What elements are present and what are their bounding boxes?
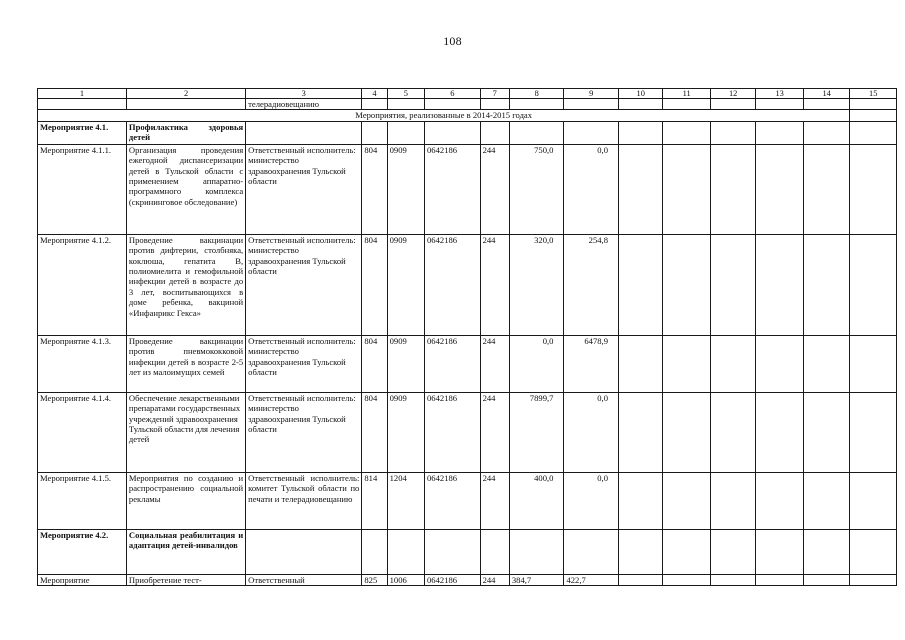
table-cell [803,144,849,234]
section-code-cell: 0909 [387,144,424,234]
column-header: 13 [756,89,803,99]
table-row [38,144,897,234]
measure-code-cell: Мероприятие [38,574,127,585]
table-cell [710,121,755,144]
table-cell [480,529,509,574]
column-header: 14 [803,89,849,99]
table-cell [850,234,897,335]
table-cell [619,529,663,574]
table-cell [480,121,509,144]
executor-cell: Ответственный исполнитель: министерство здравоохранения Тульской области [246,144,362,234]
measure-name-cell: Обеспечение лекарственными препаратами государственных учреждений здравоохранения Тульской области для лечения детей [126,392,245,472]
table-cell [710,472,755,529]
section-code-cell: 1006 [387,574,424,585]
measure-code-cell: Мероприятие 4.1.4. [38,392,127,472]
table-cell [803,121,849,144]
table-cell [756,529,803,574]
table-cell [710,234,755,335]
amount-2015-cell: 0,0 [564,144,619,234]
table-row [38,472,897,529]
table-cell [619,234,663,335]
table-cell [663,99,710,110]
gov-code-cell: 804 [362,234,387,335]
table-cell [362,121,387,144]
table-cell [850,574,897,585]
table-cell [663,144,710,234]
table-row [38,234,897,335]
table-cell [619,335,663,392]
table-cell [756,392,803,472]
section-code-cell: 0909 [387,234,424,335]
expense-type-cell: 244 [480,335,509,392]
table-cell [362,529,387,574]
table-cell [387,529,424,574]
table-cell [710,392,755,472]
table-cell [710,144,755,234]
measure-code-cell: Мероприятие 4.2. [38,529,127,574]
measure-name-cell: Социальная реабилитация и адаптация детей-инвалидов [126,529,245,574]
amount-2015-cell: 0,0 [564,472,619,529]
table-cell [850,529,897,574]
amount-2014-cell: 750,0 [509,144,564,234]
measure-code-cell: Мероприятие 4.1.5. [38,472,127,529]
target-article-cell: 0642186 [425,144,481,234]
table-cell [803,392,849,472]
column-header: 10 [619,89,663,99]
table-cell [362,99,387,110]
table-cell [663,472,710,529]
amount-2014-cell: 7899,7 [509,392,564,472]
gov-code-cell: 804 [362,392,387,472]
table-cell [619,144,663,234]
section-code-cell: 0909 [387,335,424,392]
column-header: 15 [850,89,897,99]
gov-code-cell: 825 [362,574,387,585]
amount-2015-cell: 254,8 [564,234,619,335]
table-cell [756,99,803,110]
table-cell [850,472,897,529]
amount-2015-cell: 0,0 [564,392,619,472]
amount-2014-cell: 320,0 [509,234,564,335]
column-header: 6 [425,89,481,99]
table-row [38,574,897,585]
executor-cell [246,529,362,574]
section-title-row [38,110,897,121]
gov-code-cell: 804 [362,335,387,392]
executor-cell [246,121,362,144]
table-cell [480,99,509,110]
table-cell [663,121,710,144]
table-cell [850,121,897,144]
measure-name-cell: Профилактика здоровья детей [126,121,245,144]
measure-name-cell: Организация проведения ежегодной диспансеризации детей в Тульской области с применением аппаратно-программного комплекса (скрининговое обследование) [126,144,245,234]
table-row [38,121,897,144]
executor-cell: Ответственный [246,574,362,585]
column-header: 12 [710,89,755,99]
table-cell [509,529,564,574]
executor-cell: Ответственный исполнитель: комитет Тульской области по печати и телерадиовещанию [246,472,362,529]
table-cell [850,99,897,110]
executor-cell: Ответственный исполнитель: министерство здравоохранения Тульской области [246,392,362,472]
measure-name-cell: Проведение вакцинации против пневмококковой инфекции детей в возрасте 2-5 лет из малоимущих семей [126,335,245,392]
column-number-header-row [38,89,897,99]
table-cell [803,529,849,574]
table-cell [619,392,663,472]
table-cell [387,121,424,144]
column-header: 4 [362,89,387,99]
table-cell [663,234,710,335]
table-cell [850,392,897,472]
amount-2014-cell: 0,0 [509,335,564,392]
target-article-cell: 0642186 [425,472,481,529]
table-cell [850,144,897,234]
table-cell [509,99,564,110]
amount-2014-cell: 384,7 [509,574,564,585]
section-title: Мероприятия, реализованные в 2014-2015 годах [38,110,850,121]
gov-code-cell: 804 [362,144,387,234]
column-header: 7 [480,89,509,99]
table-cell [756,335,803,392]
amount-2015-cell: 6478,9 [564,335,619,392]
target-article-cell: 0642186 [425,335,481,392]
amount-2015-cell: 422,7 [564,574,619,585]
carryover-row [38,99,897,110]
column-header: 1 [38,89,127,99]
amount-2014-cell: 400,0 [509,472,564,529]
table-cell [425,99,481,110]
section-code-cell: 0909 [387,392,424,472]
table-cell [564,529,619,574]
column-header: 5 [387,89,424,99]
table-cell [756,472,803,529]
table-cell [663,335,710,392]
table-cell [387,99,424,110]
column-header: 9 [564,89,619,99]
table-cell [38,99,127,110]
table-row [38,335,897,392]
target-article-cell: 0642186 [425,574,481,585]
column-header: 8 [509,89,564,99]
table-cell [756,234,803,335]
table-cell [564,121,619,144]
measure-code-cell: Мероприятие 4.1.1. [38,144,127,234]
table-cell [850,110,897,121]
column-header: 3 [246,89,362,99]
table-cell [663,392,710,472]
expense-type-cell: 244 [480,144,509,234]
table-cell [619,99,663,110]
measure-name-cell: Проведение вакцинации против дифтерии, столбняка, коклюша, гепатита В, полиомиелита и гемофильной инфекции детей в возрасте до 3 лет, воспитывающихся в доме ребенка, вакциной «Инфанрикс Гекса» [126,234,245,335]
table-row [38,392,897,472]
table-cell [564,99,619,110]
table-cell [710,574,755,585]
measure-code-cell: Мероприятие 4.1.2. [38,234,127,335]
table-cell [710,335,755,392]
table-cell [509,121,564,144]
executor-cell: Ответственный исполнитель: министерство здравоохранения Тульской области [246,234,362,335]
expense-type-cell: 244 [480,472,509,529]
expense-type-cell: 244 [480,574,509,585]
target-article-cell: 0642186 [425,234,481,335]
carryover-executor-cell: телерадиовещанию [246,99,362,110]
table-cell [126,99,245,110]
table-cell [803,99,849,110]
table-cell [619,121,663,144]
measure-name-cell: Приобретение тест- [126,574,245,585]
table-cell [425,529,481,574]
table-cell [756,144,803,234]
measure-code-cell: Мероприятие 4.1.3. [38,335,127,392]
target-article-cell: 0642186 [425,392,481,472]
table-cell [756,574,803,585]
table-cell [803,335,849,392]
expense-type-cell: 244 [480,392,509,472]
table-row [38,529,897,574]
section-code-cell: 1204 [387,472,424,529]
table-cell [756,121,803,144]
column-header: 11 [663,89,710,99]
table-cell [803,234,849,335]
expense-type-cell: 244 [480,234,509,335]
table-cell [663,529,710,574]
measure-code-cell: Мероприятие 4.1. [38,121,127,144]
column-header: 2 [126,89,245,99]
table-cell [710,99,755,110]
table-cell [663,574,710,585]
measure-name-cell: Мероприятия по созданию и распространению социальной рекламы [126,472,245,529]
page-number: 108 [443,34,462,48]
table-cell [710,529,755,574]
gov-code-cell: 814 [362,472,387,529]
table-cell [850,335,897,392]
table-cell [619,574,663,585]
table-cell [425,121,481,144]
budget-measures-table [37,88,897,586]
table-cell [803,574,849,585]
table-cell [803,472,849,529]
executor-cell: Ответственный исполнитель: министерство здравоохранения Тульской области [246,335,362,392]
table-cell [619,472,663,529]
